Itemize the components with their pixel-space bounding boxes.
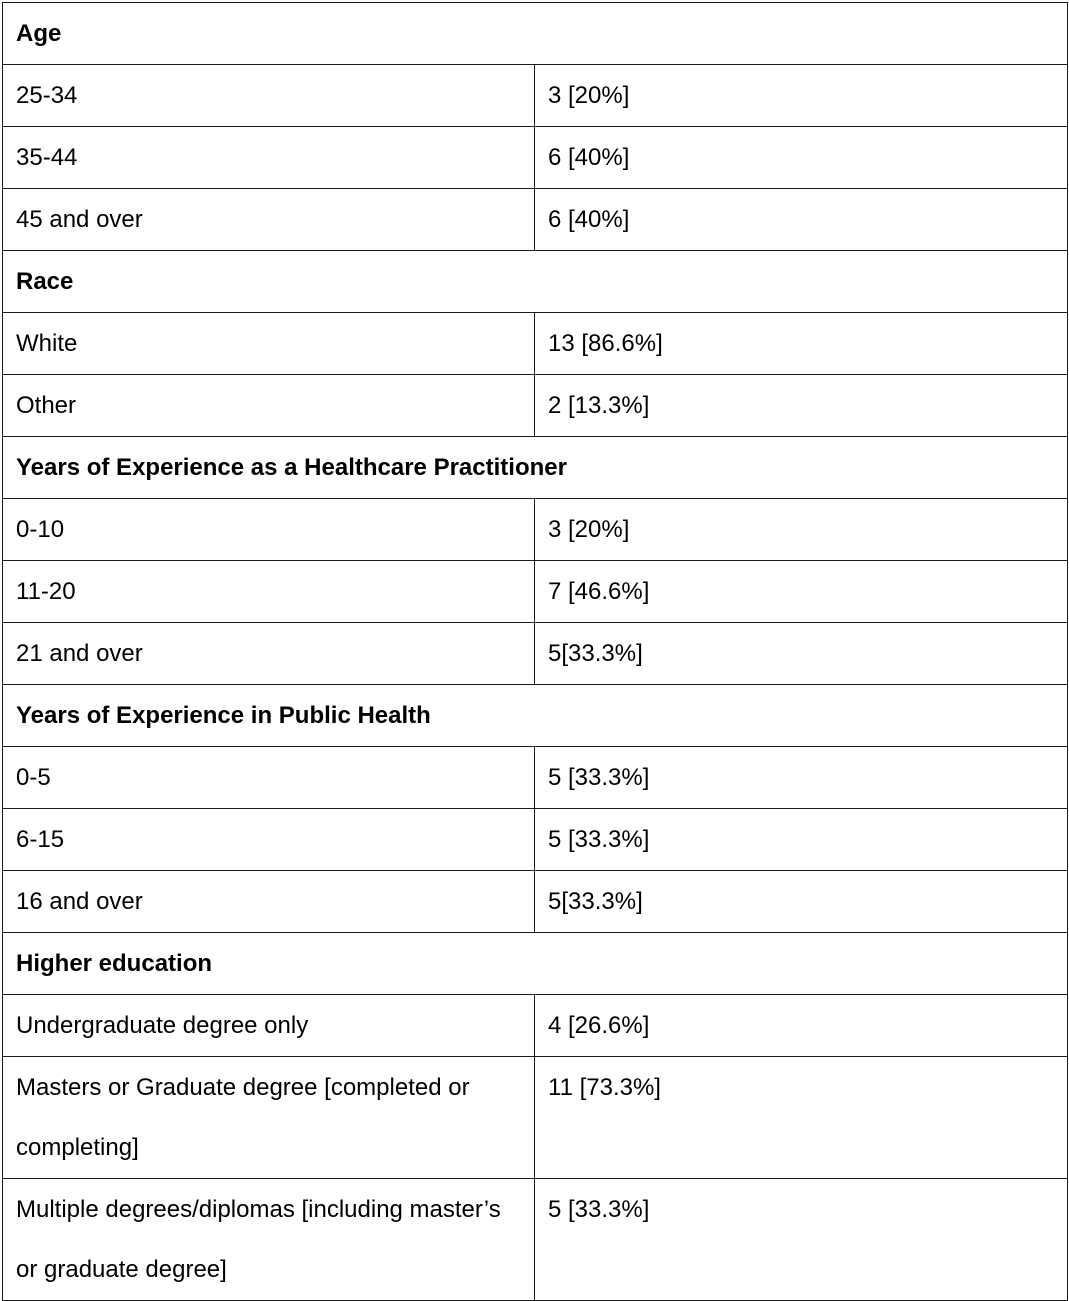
row-label: 0-10 — [3, 499, 535, 561]
table-row — [3, 747, 1068, 809]
row-value: 6 [40%] — [535, 127, 1068, 189]
row-value: 3 [20%] — [535, 65, 1068, 127]
table-row — [3, 499, 1068, 561]
row-value: 5[33.3%] — [535, 871, 1068, 933]
section-heading-healthcare-experience: Years of Experience as a Healthcare Practitioner — [3, 437, 1068, 499]
section-heading-row — [3, 933, 1068, 995]
section-heading-row — [3, 685, 1068, 747]
table-row — [3, 623, 1068, 685]
row-label: Undergraduate degree only — [3, 995, 535, 1057]
table-row — [3, 871, 1068, 933]
table-row — [3, 65, 1068, 127]
table-row — [3, 313, 1068, 375]
table-row — [3, 375, 1068, 437]
row-value: 5 [33.3%] — [535, 747, 1068, 809]
row-label: Other — [3, 375, 535, 437]
row-label — [3, 1057, 535, 1179]
row-label: White — [3, 313, 535, 375]
section-heading-age: Age — [3, 3, 1068, 65]
row-label — [3, 1179, 535, 1301]
row-label-text: Masters or Graduate degree [completed or completing] — [16, 1074, 470, 1161]
row-value: 7 [46.6%] — [535, 561, 1068, 623]
row-label: 45 and over — [3, 189, 535, 251]
row-value: 4 [26.6%] — [535, 995, 1068, 1057]
row-label: 16 and over — [3, 871, 535, 933]
table-row — [3, 809, 1068, 871]
section-heading-higher-education: Higher education — [3, 933, 1068, 995]
section-heading-row — [3, 251, 1068, 313]
row-label: 35-44 — [3, 127, 535, 189]
table-row — [3, 127, 1068, 189]
row-label: 11-20 — [3, 561, 535, 623]
row-label: 25-34 — [3, 65, 535, 127]
row-label: 0-5 — [3, 747, 535, 809]
row-label: 21 and over — [3, 623, 535, 685]
table-row — [3, 995, 1068, 1057]
row-label: 6-15 — [3, 809, 535, 871]
row-value: 2 [13.3%] — [535, 375, 1068, 437]
section-heading-row — [3, 3, 1068, 65]
row-label-text: Multiple degrees/diplomas [including master’s or graduate degree] — [16, 1196, 501, 1283]
row-value: 13 [86.6%] — [535, 313, 1068, 375]
table-row — [3, 1179, 1068, 1301]
demographics-table — [2, 2, 1068, 1301]
section-heading-race: Race — [3, 251, 1068, 313]
row-value: 5[33.3%] — [535, 623, 1068, 685]
section-heading-public-health-experience: Years of Experience in Public Health — [3, 685, 1068, 747]
section-heading-row — [3, 437, 1068, 499]
row-value: 5 [33.3%] — [535, 1179, 1068, 1301]
row-value: 6 [40%] — [535, 189, 1068, 251]
table-row — [3, 1057, 1068, 1179]
table-row — [3, 189, 1068, 251]
row-value: 11 [73.3%] — [535, 1057, 1068, 1179]
table-row — [3, 561, 1068, 623]
row-value: 3 [20%] — [535, 499, 1068, 561]
row-value: 5 [33.3%] — [535, 809, 1068, 871]
